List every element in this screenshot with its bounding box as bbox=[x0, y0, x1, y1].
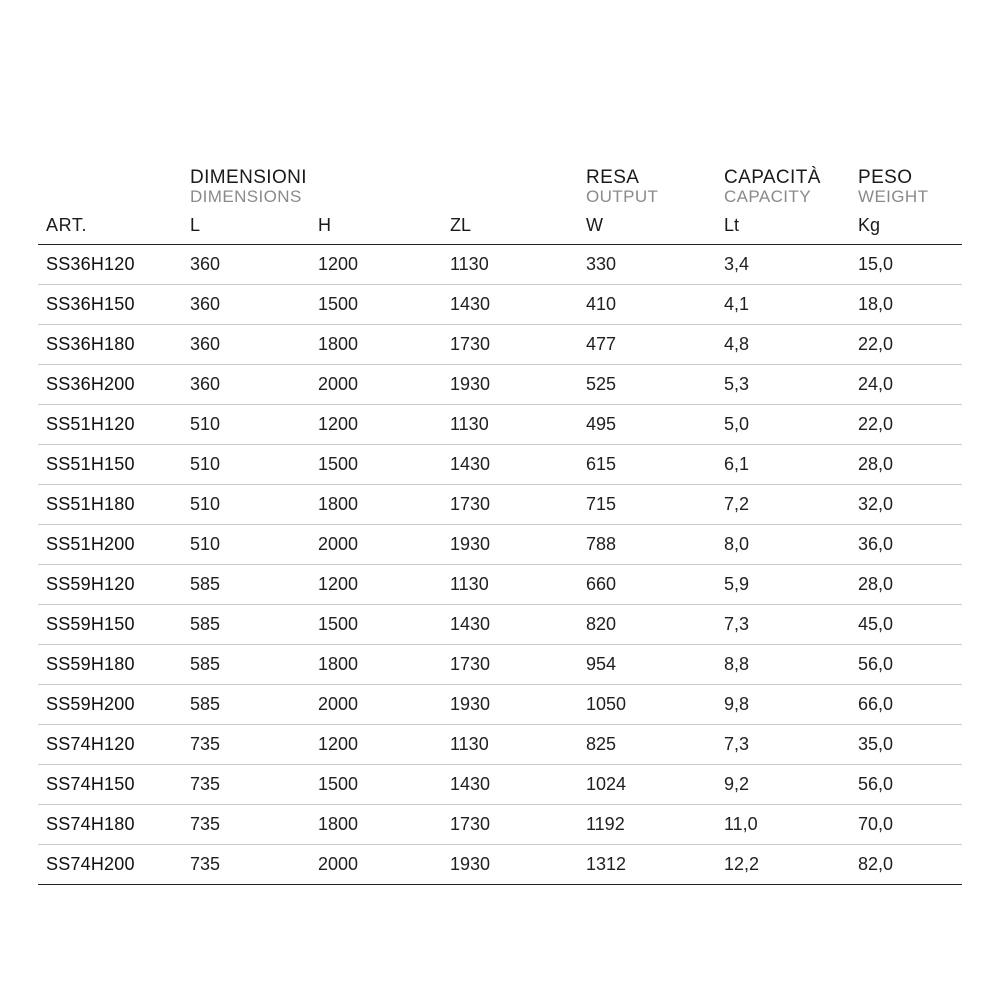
cell-lt: 12,2 bbox=[712, 845, 846, 885]
cell-w: 330 bbox=[574, 245, 712, 285]
cell-art: SS51H180 bbox=[38, 485, 178, 525]
cell-art: SS36H120 bbox=[38, 245, 178, 285]
cell-h: 1500 bbox=[306, 445, 438, 485]
cell-w: 788 bbox=[574, 525, 712, 565]
cell-h: 1500 bbox=[306, 285, 438, 325]
cell-kg: 36,0 bbox=[846, 525, 962, 565]
group-header-weight-en: WEIGHT bbox=[858, 186, 929, 206]
cell-l: 735 bbox=[178, 725, 306, 765]
cell-w: 495 bbox=[574, 405, 712, 445]
column-header-kg: Kg bbox=[846, 209, 962, 245]
table-row bbox=[38, 685, 962, 725]
group-header-capacity-it: CAPACITÀ bbox=[724, 167, 821, 188]
cell-art: SS51H150 bbox=[38, 445, 178, 485]
cell-zl: 1930 bbox=[438, 365, 574, 405]
cell-lt: 7,3 bbox=[712, 605, 846, 645]
cell-lt: 9,2 bbox=[712, 765, 846, 805]
cell-zl: 1730 bbox=[438, 485, 574, 525]
cell-l: 585 bbox=[178, 685, 306, 725]
table-row bbox=[38, 605, 962, 645]
cell-lt: 11,0 bbox=[712, 805, 846, 845]
group-header-weight-it: PESO bbox=[858, 167, 913, 188]
group-header-output bbox=[574, 168, 712, 209]
cell-zl: 1130 bbox=[438, 245, 574, 285]
group-header-capacity bbox=[712, 168, 846, 209]
cell-h: 1800 bbox=[306, 485, 438, 525]
cell-w: 954 bbox=[574, 645, 712, 685]
cell-zl: 1430 bbox=[438, 765, 574, 805]
cell-art: SS74H200 bbox=[38, 845, 178, 885]
cell-kg: 56,0 bbox=[846, 645, 962, 685]
column-header-h: H bbox=[306, 209, 438, 245]
cell-art: SS51H120 bbox=[38, 405, 178, 445]
cell-w: 825 bbox=[574, 725, 712, 765]
cell-art: SS36H200 bbox=[38, 365, 178, 405]
cell-zl: 1730 bbox=[438, 325, 574, 365]
cell-lt: 5,9 bbox=[712, 565, 846, 605]
cell-lt: 6,1 bbox=[712, 445, 846, 485]
cell-lt: 5,0 bbox=[712, 405, 846, 445]
group-header-weight bbox=[846, 168, 962, 209]
group-header-dimensions bbox=[178, 168, 574, 209]
table-row bbox=[38, 845, 962, 885]
column-header-l: L bbox=[178, 209, 306, 245]
cell-zl: 1430 bbox=[438, 285, 574, 325]
cell-h: 1200 bbox=[306, 405, 438, 445]
table-body bbox=[38, 245, 962, 885]
cell-zl: 1730 bbox=[438, 645, 574, 685]
cell-h: 1200 bbox=[306, 725, 438, 765]
cell-h: 1800 bbox=[306, 645, 438, 685]
cell-art: SS59H120 bbox=[38, 565, 178, 605]
cell-h: 2000 bbox=[306, 525, 438, 565]
cell-lt: 4,8 bbox=[712, 325, 846, 365]
cell-kg: 56,0 bbox=[846, 765, 962, 805]
cell-l: 585 bbox=[178, 605, 306, 645]
cell-w: 1024 bbox=[574, 765, 712, 805]
column-header-art: ART. bbox=[38, 209, 178, 245]
cell-lt: 4,1 bbox=[712, 285, 846, 325]
cell-l: 735 bbox=[178, 765, 306, 805]
cell-h: 1200 bbox=[306, 565, 438, 605]
group-header-capacity-en: CAPACITY bbox=[724, 186, 811, 206]
table-row bbox=[38, 805, 962, 845]
group-header-dimensions-en: DIMENSIONS bbox=[190, 186, 302, 206]
cell-l: 585 bbox=[178, 645, 306, 685]
cell-kg: 35,0 bbox=[846, 725, 962, 765]
cell-kg: 28,0 bbox=[846, 445, 962, 485]
column-header-row bbox=[38, 209, 962, 245]
cell-zl: 1130 bbox=[438, 725, 574, 765]
cell-w: 1050 bbox=[574, 685, 712, 725]
table-row bbox=[38, 765, 962, 805]
cell-kg: 32,0 bbox=[846, 485, 962, 525]
group-header-output-it: RESA bbox=[586, 167, 640, 188]
cell-l: 510 bbox=[178, 445, 306, 485]
cell-l: 735 bbox=[178, 845, 306, 885]
cell-l: 735 bbox=[178, 805, 306, 845]
cell-l: 510 bbox=[178, 525, 306, 565]
cell-lt: 8,8 bbox=[712, 645, 846, 685]
cell-h: 2000 bbox=[306, 845, 438, 885]
table-row bbox=[38, 365, 962, 405]
cell-l: 360 bbox=[178, 285, 306, 325]
table-row bbox=[38, 405, 962, 445]
cell-l: 360 bbox=[178, 365, 306, 405]
table-row bbox=[38, 325, 962, 365]
cell-lt: 3,4 bbox=[712, 245, 846, 285]
cell-l: 360 bbox=[178, 245, 306, 285]
cell-w: 615 bbox=[574, 445, 712, 485]
cell-zl: 1930 bbox=[438, 685, 574, 725]
cell-art: SS36H180 bbox=[38, 325, 178, 365]
column-header-zl: ZL bbox=[438, 209, 574, 245]
table-row bbox=[38, 445, 962, 485]
cell-kg: 22,0 bbox=[846, 325, 962, 365]
cell-h: 1500 bbox=[306, 605, 438, 645]
cell-zl: 1730 bbox=[438, 805, 574, 845]
cell-w: 477 bbox=[574, 325, 712, 365]
table-row bbox=[38, 565, 962, 605]
cell-l: 360 bbox=[178, 325, 306, 365]
cell-zl: 1930 bbox=[438, 845, 574, 885]
cell-art: SS59H150 bbox=[38, 605, 178, 645]
cell-kg: 28,0 bbox=[846, 565, 962, 605]
table-row bbox=[38, 485, 962, 525]
cell-art: SS36H150 bbox=[38, 285, 178, 325]
cell-h: 1800 bbox=[306, 805, 438, 845]
cell-w: 410 bbox=[574, 285, 712, 325]
cell-w: 715 bbox=[574, 485, 712, 525]
cell-art: SS74H180 bbox=[38, 805, 178, 845]
cell-w: 525 bbox=[574, 365, 712, 405]
cell-h: 1200 bbox=[306, 245, 438, 285]
cell-h: 2000 bbox=[306, 365, 438, 405]
cell-w: 1192 bbox=[574, 805, 712, 845]
cell-h: 1800 bbox=[306, 325, 438, 365]
column-header-lt: Lt bbox=[712, 209, 846, 245]
cell-lt: 7,3 bbox=[712, 725, 846, 765]
cell-w: 660 bbox=[574, 565, 712, 605]
cell-art: SS74H120 bbox=[38, 725, 178, 765]
cell-lt: 9,8 bbox=[712, 685, 846, 725]
cell-h: 1500 bbox=[306, 765, 438, 805]
group-header-dimensions-it: DIMENSIONI bbox=[190, 167, 307, 188]
specifications-table bbox=[38, 168, 962, 885]
cell-kg: 66,0 bbox=[846, 685, 962, 725]
group-header-empty bbox=[38, 168, 178, 209]
cell-art: SS59H180 bbox=[38, 645, 178, 685]
cell-zl: 1430 bbox=[438, 605, 574, 645]
cell-kg: 70,0 bbox=[846, 805, 962, 845]
cell-art: SS59H200 bbox=[38, 685, 178, 725]
cell-l: 585 bbox=[178, 565, 306, 605]
group-header-output-en: OUTPUT bbox=[586, 186, 659, 206]
cell-lt: 5,3 bbox=[712, 365, 846, 405]
cell-lt: 7,2 bbox=[712, 485, 846, 525]
table-row bbox=[38, 725, 962, 765]
cell-l: 510 bbox=[178, 405, 306, 445]
table-row bbox=[38, 245, 962, 285]
cell-kg: 82,0 bbox=[846, 845, 962, 885]
table-row bbox=[38, 645, 962, 685]
cell-zl: 1430 bbox=[438, 445, 574, 485]
table-row bbox=[38, 285, 962, 325]
group-header-row bbox=[38, 168, 962, 209]
cell-zl: 1930 bbox=[438, 525, 574, 565]
column-header-w: W bbox=[574, 209, 712, 245]
cell-kg: 18,0 bbox=[846, 285, 962, 325]
cell-kg: 45,0 bbox=[846, 605, 962, 645]
cell-w: 820 bbox=[574, 605, 712, 645]
cell-kg: 24,0 bbox=[846, 365, 962, 405]
cell-lt: 8,0 bbox=[712, 525, 846, 565]
cell-zl: 1130 bbox=[438, 405, 574, 445]
cell-kg: 15,0 bbox=[846, 245, 962, 285]
cell-w: 1312 bbox=[574, 845, 712, 885]
cell-art: SS74H150 bbox=[38, 765, 178, 805]
cell-art: SS51H200 bbox=[38, 525, 178, 565]
cell-kg: 22,0 bbox=[846, 405, 962, 445]
cell-h: 2000 bbox=[306, 685, 438, 725]
cell-zl: 1130 bbox=[438, 565, 574, 605]
table-row bbox=[38, 525, 962, 565]
cell-l: 510 bbox=[178, 485, 306, 525]
table-header bbox=[38, 168, 962, 245]
